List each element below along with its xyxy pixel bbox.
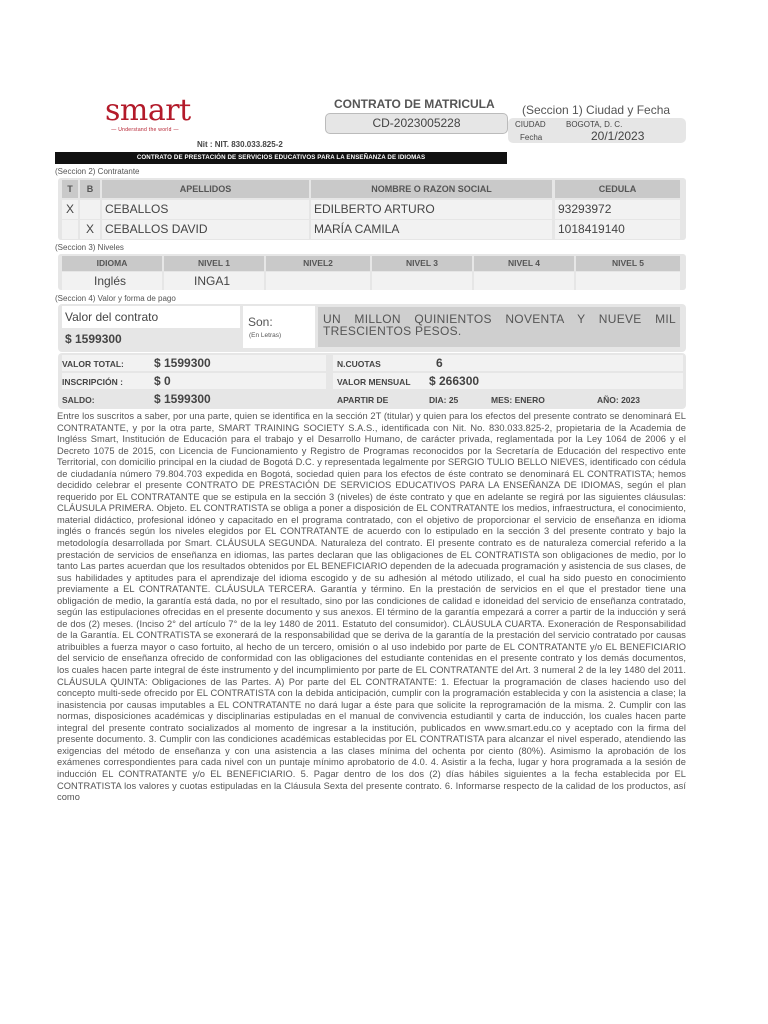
row1-cedula: 93293972	[555, 200, 680, 219]
son-box	[243, 306, 315, 348]
header-nivel2: NIVEL2	[266, 256, 370, 271]
row2-b: X	[80, 220, 100, 239]
seccion1-title: (Seccion 1) Ciudad y Fecha	[522, 103, 671, 117]
valor-contrato-label: Valor del contrato	[62, 306, 240, 328]
row1-apellidos: CEBALLOS	[102, 200, 309, 219]
logo-tagline: — Understand the world —	[111, 127, 179, 133]
nivel4-value	[474, 272, 574, 290]
inscripcion-label: INSCRIPCIÓN :	[62, 377, 123, 387]
nivel5-value	[576, 272, 680, 290]
ncuotas-label: N.CUOTAS	[337, 359, 381, 369]
saldo-value: $ 1599300	[154, 392, 211, 406]
row1-t: X	[62, 200, 78, 219]
valor-contrato-value: $ 1599300	[65, 332, 122, 346]
nit: Nit : NIT. 830.033.825-2	[197, 140, 283, 149]
smart-logo	[105, 93, 191, 136]
row2-apellidos: CEBALLOS DAVID	[102, 220, 309, 239]
valor-total-value: $ 1599300	[154, 356, 211, 370]
nivel3-value	[372, 272, 472, 290]
row1-nombre: EDILBERTO ARTURO	[311, 200, 552, 219]
header-apellidos: APELLIDOS	[102, 180, 309, 198]
nivel-idioma: Inglés	[62, 272, 162, 290]
contract-banner: CONTRATO DE PRESTACIÓN DE SERVICIOS EDUCATIVOS PARA LA ENSEÑANZA DE IDIOMAS	[55, 152, 507, 164]
valor-mensual-value: $ 266300	[429, 374, 480, 388]
header-b: B	[80, 180, 100, 198]
sum-row1-right-bg	[333, 355, 683, 371]
anio-value: AÑO: 2023	[597, 395, 640, 405]
fecha-value: 20/1/2023	[591, 129, 645, 143]
header-idioma: IDIOMA	[62, 256, 162, 271]
son-label: Son:	[248, 315, 273, 329]
row1-b	[80, 200, 100, 219]
seccion3-label: (Seccion 3) Niveles	[55, 243, 124, 252]
fecha-label: Fecha	[520, 133, 543, 142]
header-nivel4: NIVEL 4	[474, 256, 574, 271]
nivel1-value: INGA1	[164, 272, 264, 290]
row2-cedula: 1018419140	[555, 220, 680, 239]
contrato-numero: CD-2023005228	[325, 113, 508, 134]
valor-total-label: VALOR TOTAL:	[62, 359, 124, 369]
header-nivel5: NIVEL 5	[576, 256, 680, 271]
header-nivel1: NIVEL 1	[164, 256, 264, 271]
nivel2-value	[266, 272, 370, 290]
mes-value: MES: ENERO	[491, 395, 545, 405]
ciudad-value: BOGOTA, D. C.	[566, 120, 623, 129]
logo-text: smart	[105, 93, 191, 128]
apartir-label: APARTIR DE	[337, 395, 389, 405]
contrato-title: CONTRATO DE MATRICULA	[334, 97, 495, 111]
inscripcion-value: $ 0	[154, 374, 171, 388]
contratante-table	[58, 178, 686, 240]
contract-body-text: Entre los suscritos a saber, por una parte, quien se identifica en la sección 2T (titular) y quien para los efectos del presente contrato se denominará EL CONTRATANTE, y por la otra parte, SMART TRAINING SOCIETY S.A.S., identificada con Nit. No. 830.033.825-2, propietaria de la Academia de Ingléss Smart, Institución de Educación para el trabajo y el Desarrollo Humano, de carácter privada, reglamentada por la Ley 1064 de 2006 y el Decreto 1075 de 2015, con Licencia de Funcionamiento y Registro de Programas reconocidos por la Secretaría de Educación del respectivo ente Territorial, con domicilio principal en la ciudad de Bogotá D.C. y representada legalmente por SERGIO TULIO BELLO NIEVES, identificado con cédula de ciudadanía número 79.804.703 expedida en Bogotá, sociedad quien para los efectos de éste contrato se denominará EL CONTRATISTA; hemos decidido celebrar el presente CONTRATO DE PRESTACIÓN DE SERVICIOS EDUCATIVOS PARA LA ENSEÑANZA DE IDIOMAS, según el plan requerido por EL CONTRATANTE que se estipula en la sección 3 (niveles) de éste contrato y que en adelante se regirá por las siguientes cláusulas: CLÁUSULA PRIMERA. Objeto. EL CONTRATISTA se obliga a poner a disposición de EL CONTRATANTE los medios, infraestructura, el conocimiento, material didáctico, profesional idóneo y capacitado en el programa contratado, con el objetivo de proporcionar el servicio de enseñanza en idioma inglés o francés según los niveles elegidos por EL CONTRATANTE de acuerdo con lo estipulado en la sección 3 del presente contrato y bajo la metodología desarrollada por Smart. CLÁUSULA SEGUNDA. Naturaleza del contrato. El presente contrato es de naturaleza comercial referido a la prestación de servicios de enseñanza en idiomas, las partes declaran que las obligaciones de EL CONTRATISTA son obligaciones de medio, por lo tanto Las partes acuerdan que los resultados obtenidos por EL BENEFICIARIO dependen de la adecuada programación y asistencia de sus clases, de sus habilidades y aptitudes para el aprendizaje del idioma escogido y de su adhesión al método utilizado, el cual ha sido puesto en conocimiento previamente a EL CONTRATANTE. CLÁUSULA TERCERA. Garantía y término. En la prestación de servicios en el que el prestador tiene una obligación de medio, la garantía está dada, no por el resultado, sino por las condiciones de calidad e idoneidad del servicio de enseñanza contratado, según las estipulaciones ofrecidas en el presente documento y sus anexos. El término de la garantía empezará a correr a partir de la inducción y será de dos (2) meses. (Inciso 2° del artículo 7° de la ley 1480 de 2011. Estatuto del consumidor). CLÁUSULA CUARTA. Exoneración de Responsabilidad de la Garantía. EL CONTRATISTA se exonerará de la responsabilidad que se deriva de la garantía de la prestación del servicio contratado por causas atribuibles a fuerza mayor o caso fortuito, al hecho de un tercero, omisión o al uso indebido por parte de EL CONTRATANTE y/o EL BENEFICIARIO del servicio de enseñanza ofrecido de conformidad con las obligaciones del estudiante contenidas en el presente contrato y los demás documentos, los cuales hacen parte integral de éste instrumento y del incumplimiento por parte de EL CONTRATANTE del Art. 3 numeral 2 de la ley 1480 del 2011. CLÁUSULA QUINTA: Obligaciones de las Partes. A) Por parte del EL CONTRATANTE: 1. Efectuar la programación de clases haciendo uso del concepto multi-sede ofrecido por EL CONTRATISTA con la debida anticipación, cumplir con la programación establecida y con la asistencia a clase; la inasistencia por causas imputables a EL CONTRATANTE no dará lugar a éste para que solicite la reprogramación de la misma. 2. Cumplir con las normas, disposiciones académicas y disciplinarias estipuladas en el manual de convivencia estudiantil y carta de inducción, los cuales hacen parte integral del presente contrato socializados al momento de ingresar a la institución, publicados en www.smart.edu.co y aceptado con la firma del presente documento. 3. Cumplir con las condiciones académicas establecidas por EL CONTRATISTA para alcanzar el nivel esperado, atendiendo las exigencias del método de enseñanza y con una asistencia a las clases mínima del ochenta por ciento (80%). Asimismo la aprobación de los exámenes correspondientes para cada nivel con un puntaje mínimo aprobatorio de 4.0. 4. Asistir a la fecha, lugar y hora programada a la sesión de inducción EL CONTRATANTE y/o EL BENEFICIARIO. 5. Pagar dentro de los dos (2) días hábiles siguientes a la fecha establecida por EL CONTRATISTA los valores y cuotas estipuladas en la Cláusula Sexta del presente contrato. 6. Informarse respecto de la calidad de los productos, así como	[57, 411, 686, 803]
row2-t	[62, 220, 78, 239]
valor-mensual-label: VALOR MENSUAL	[337, 377, 411, 387]
header-nivel3: NIVEL 3	[372, 256, 472, 271]
header-nombre: NOMBRE O RAZON SOCIAL	[311, 180, 552, 198]
seccion2-label: (Seccion 2) Contratante	[55, 167, 140, 176]
seccion4-label: (Seccion 4) Valor y forma de pago	[55, 294, 176, 303]
en-letras-label: (En Letras)	[249, 332, 282, 339]
header-t: T	[62, 180, 78, 198]
niveles-table	[58, 254, 686, 290]
valor-en-letras: UN MILLON QUINIENTOS NOVENTA Y NUEVE MIL TRESCIENTOS PESOS.	[318, 307, 680, 347]
saldo-label: SALDO:	[62, 395, 95, 405]
ciudad-label: CIUDAD	[515, 120, 546, 129]
ncuotas-value: 6	[436, 356, 443, 370]
dia-value: DIA: 25	[429, 395, 459, 405]
row2-nombre: MARÍA CAMILA	[311, 220, 552, 239]
header-cedula: CEDULA	[555, 180, 680, 198]
